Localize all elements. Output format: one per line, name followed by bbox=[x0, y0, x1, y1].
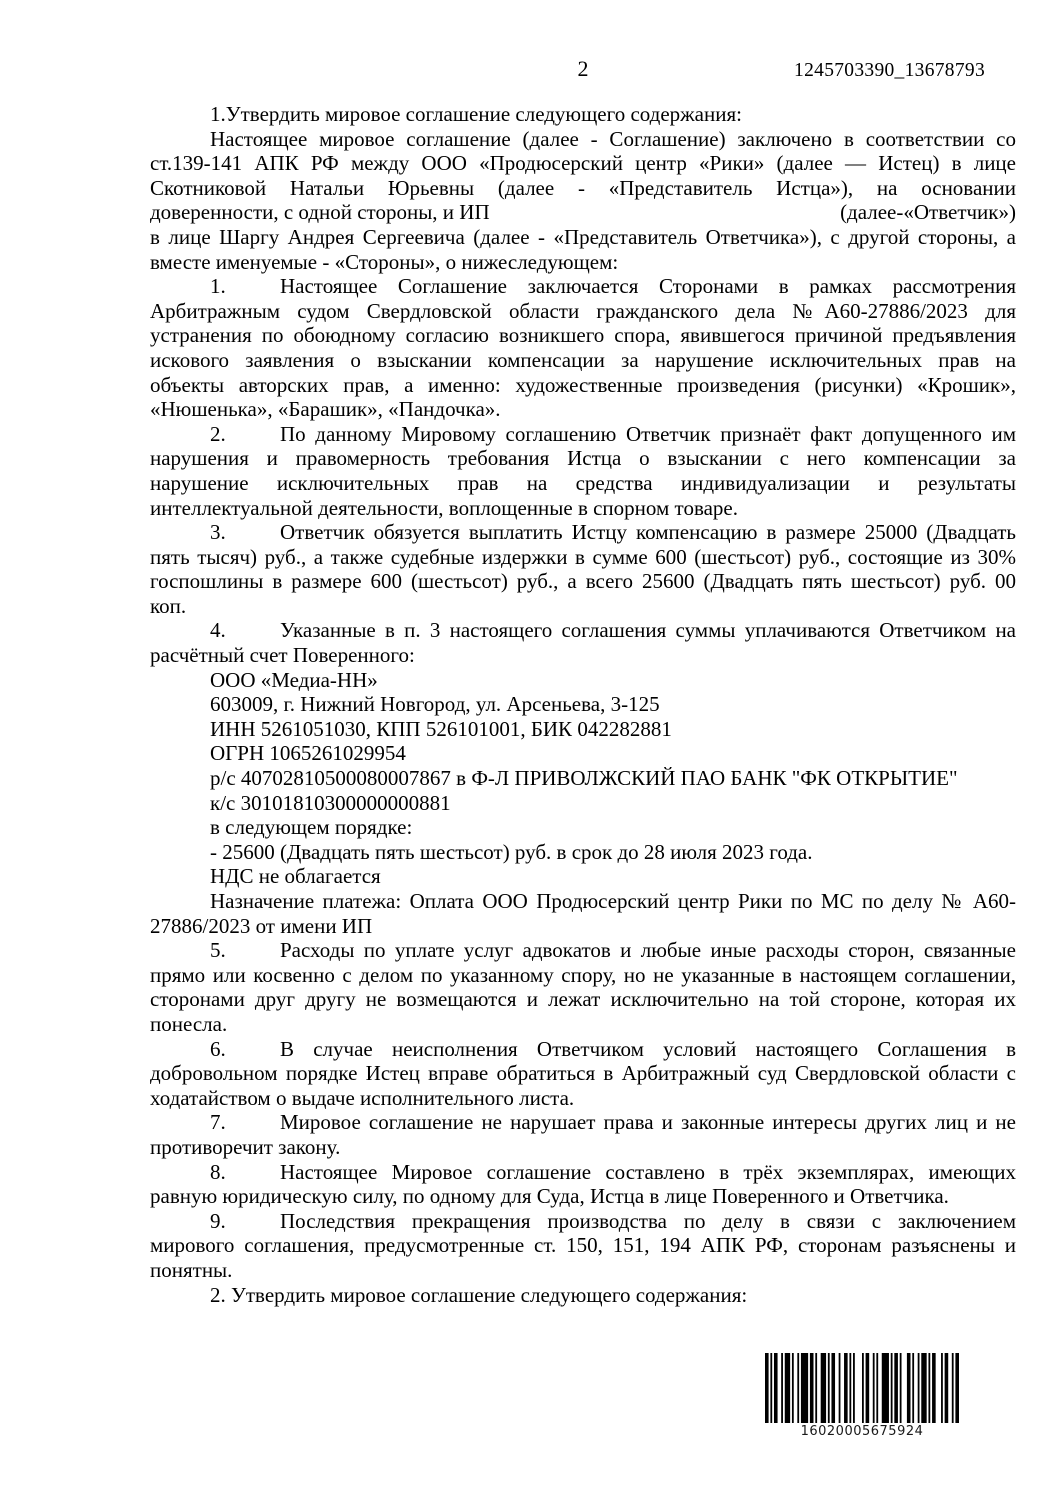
document-line: коп. bbox=[150, 593, 187, 618]
document-line: объекты авторских прав, а именно: художественные произведения (рисунки) «Крошик», bbox=[150, 372, 1016, 397]
document-line: Назначение платежа: Оплата ООО Продюсерский центр Рики по МС по делу № А60- bbox=[210, 889, 1016, 913]
document-line: нарушение исключительных прав на средства индивидуализации и результаты bbox=[150, 470, 1016, 495]
paragraph-number: 5. bbox=[210, 938, 226, 963]
document-line: в лице Шаргу Андрея Сергеевича (далее - «Представитель Ответчика»), с другой стороны, а bbox=[150, 224, 1016, 249]
line-left-segment: доверенности, с одной стороны, и ИП bbox=[150, 200, 490, 225]
barcode bbox=[765, 1353, 959, 1439]
document-line: 1.Утвердить мировое соглашение следующего содержания: bbox=[210, 102, 742, 126]
document-line: НДС не облагается bbox=[210, 864, 381, 889]
document-line: к/с 30101810300000000881 bbox=[210, 790, 451, 815]
document-line: ООО «Медиа-НН» bbox=[210, 667, 378, 692]
document-line: равную юридическую силу, по одному для Суда, Истца в лице Поверенного и Ответчика. bbox=[150, 1184, 949, 1209]
document-line: расчётный счет Поверенного: bbox=[150, 643, 415, 668]
document-line: 4. Указанные в п. 3 настоящего соглашения суммы уплачиваются Ответчиком на bbox=[210, 618, 1016, 643]
document-line bbox=[150, 200, 1016, 225]
document-line: 9. Последствия прекращения производства по делу в связи с заключением bbox=[210, 1208, 1016, 1233]
document-line: сторонами друг другу не возмещаются и лежат исключительно на той стороне, которая их bbox=[150, 987, 1016, 1012]
paragraph-number: 4. bbox=[210, 618, 226, 643]
document-line: 603009, г. Нижний Новгород, ул. Арсеньева, 3-125 bbox=[210, 692, 660, 717]
document-line: 2. По данному Мировому соглашению Ответчик признаёт факт допущенного им bbox=[210, 421, 1016, 446]
document-line: понятны. bbox=[150, 1257, 233, 1282]
document-line: интеллектуальной деятельности, воплощенные в спорном товаре. bbox=[150, 495, 738, 520]
document-line: 1. Настоящее Соглашение заключается Сторонами в рамках рассмотрения bbox=[210, 274, 1016, 299]
document-line: мирового соглашения, предусмотренные ст. 150, 151, 194 АПК РФ, сторонам разъяснены и bbox=[150, 1233, 1016, 1258]
document-line: устранения по обоюдному согласию возникшего спора, явившегося причиной предъявления bbox=[150, 323, 1016, 348]
document-line: противоречит закону. bbox=[150, 1134, 341, 1159]
document-line: 7. Мировое соглашение не нарушает права и законные интересы других лиц и не bbox=[210, 1110, 1016, 1135]
paragraph-number: 3. bbox=[210, 520, 226, 545]
document-line: - 25600 (Двадцать пять шестьсот) руб. в срок до 28 июля 2023 года. bbox=[210, 839, 813, 864]
document-line: 8. Настоящее Мировое соглашение составлено в трёх экземплярах, имеющих bbox=[210, 1159, 1016, 1184]
document-line: ходатайством о выдаче исполнительного листа. bbox=[150, 1085, 575, 1110]
document-line: ОГРН 1065261029954 bbox=[210, 741, 406, 766]
document-line: ст.139-141 АПК РФ между ООО «Продюсерский центр «Рики» (далее — Истец) в лице bbox=[150, 151, 1016, 176]
document-line: госпошлины в размере 600 (шестьсот) руб., а всего 25600 (Двадцать пять шестьсот) руб. 00 bbox=[150, 569, 1016, 594]
document-line: Скотниковой Натальи Юрьевны (далее - «Представитель Истца»), на основании bbox=[150, 175, 1016, 200]
document-line: Арбитражным судом Свердловской области гражданского дела №А60-27886/2023 для bbox=[150, 298, 1016, 323]
document-line: 5. Расходы по уплате услуг адвокатов и любые иные расходы сторон, связанные bbox=[210, 938, 1016, 963]
paragraph-number: 1. bbox=[210, 274, 226, 299]
barcode-image bbox=[765, 1353, 959, 1423]
paragraph-number: 7. bbox=[210, 1110, 226, 1135]
document-line: 2. Утвердить мировое соглашение следующего содержания: bbox=[210, 1282, 748, 1307]
document-line: искового заявления о взыскании компенсации за нарушение исключительных прав на bbox=[150, 347, 1016, 372]
document-line: пять тысяч) руб., а также судебные издержки в сумме 600 (шестьсот) руб., состоящие из 30% bbox=[150, 544, 1016, 569]
paragraph-number: 8. bbox=[210, 1159, 226, 1184]
document-line: 6. В случае неисполнения Ответчиком условий настоящего Соглашения в bbox=[210, 1036, 1016, 1061]
page-number: 2 bbox=[577, 56, 589, 81]
document-line: понесла. bbox=[150, 1011, 228, 1036]
document-line: Настоящее мировое соглашение (далее - Соглашение) заключено в соответствии со bbox=[210, 126, 1016, 151]
document-line: прямо или косвенно с делом по указанному спору, но не указанные в настоящем соглашении, bbox=[150, 962, 1016, 987]
barcode-number: 16020005675924 bbox=[800, 1424, 924, 1439]
document-line: в следующем порядке: bbox=[210, 815, 413, 840]
document-line: вместе именуемые - «Стороны», о нижеследующем: bbox=[150, 249, 619, 274]
document-line: 3. Ответчик обязуется выплатить Истцу компенсацию в размере 25000 (Двадцать bbox=[210, 520, 1016, 545]
document-id: 1245703390_13678793 bbox=[794, 60, 985, 81]
paragraph-number: 9. bbox=[210, 1208, 226, 1233]
document-line: 27886/2023 от имени ИП bbox=[150, 913, 373, 938]
document-body-text bbox=[150, 102, 1016, 1307]
line-right-segment: (далее-«Ответчик») bbox=[840, 200, 1016, 225]
document-line: р/с 40702810500080007867 в Ф-Л ПРИВОЛЖСКИЙ ПАО БАНК "ФК ОТКРЫТИЕ" bbox=[210, 766, 958, 791]
document-line: добровольном порядке Истец вправе обратиться в Арбитражный суд Свердловской области с bbox=[150, 1061, 1016, 1086]
paragraph-number: 2. bbox=[210, 421, 226, 446]
document-line: «Нюшенька», «Барашик», «Пандочка». bbox=[150, 397, 501, 422]
document-line: ИНН 5261051030, КПП 526101001, БИК 042282881 bbox=[210, 716, 672, 741]
document-line: нарушения и правомерность требования Истца о взыскании с него компенсации за bbox=[150, 446, 1016, 471]
paragraph-number: 6. bbox=[210, 1036, 226, 1061]
